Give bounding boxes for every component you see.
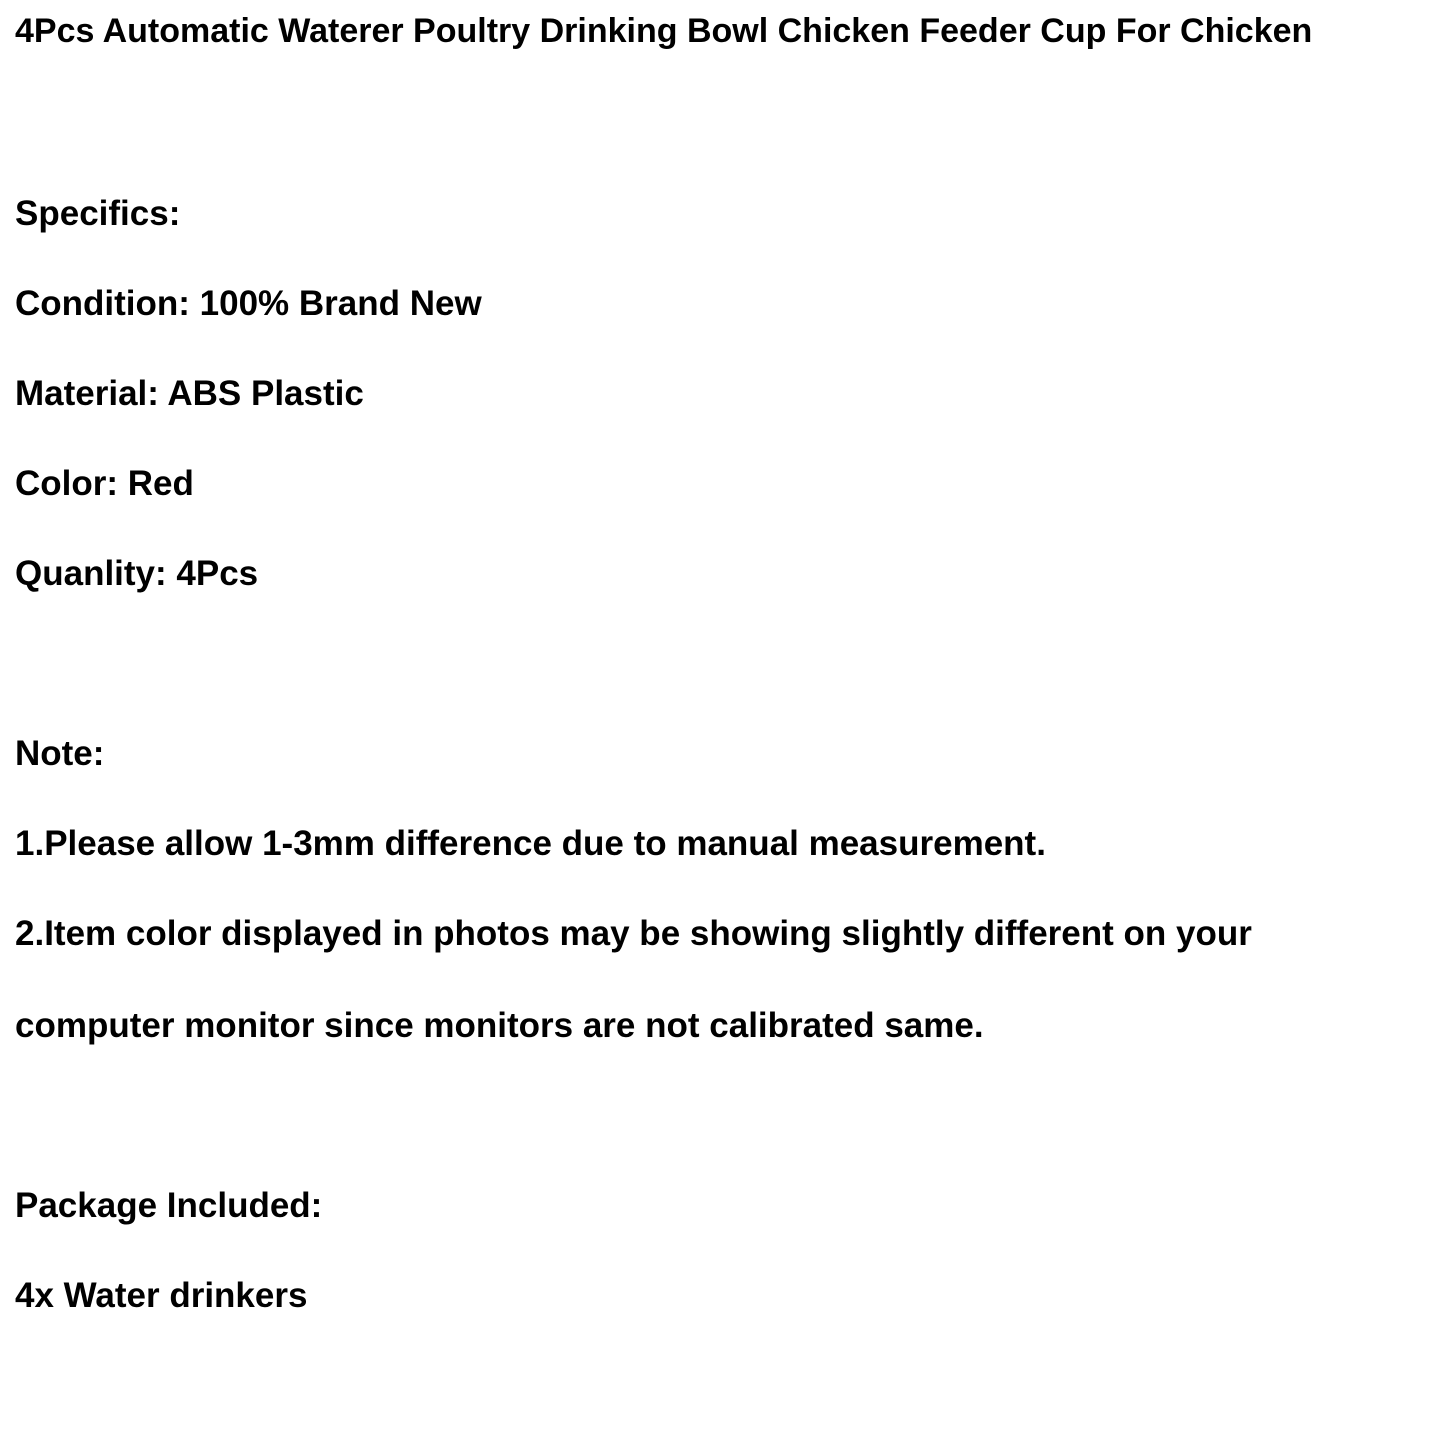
note-item-1: 1.Please allow 1-3mm difference due to manual measurement.: [15, 824, 1046, 863]
specifics-heading: Specifics:: [15, 194, 181, 233]
note-heading: Note:: [15, 734, 105, 773]
package-item: 4x Water drinkers: [15, 1276, 308, 1315]
condition-spec: Condition: 100% Brand New: [15, 284, 482, 323]
color-spec: Color: Red: [15, 464, 194, 503]
product-title: 4Pcs Automatic Waterer Poultry Drinking Bowl Chicken Feeder Cup For Chicken: [15, 12, 1313, 50]
material-spec: Material: ABS Plastic: [15, 374, 364, 413]
note-item-2: 2.Item color displayed in photos may be showing slightly different on your: [15, 914, 1252, 953]
note-item-2-continued: computer monitor since monitors are not calibrated same.: [15, 1006, 984, 1045]
package-heading: Package Included:: [15, 1186, 323, 1225]
quantity-spec: Quanlity: 4Pcs: [15, 554, 259, 593]
